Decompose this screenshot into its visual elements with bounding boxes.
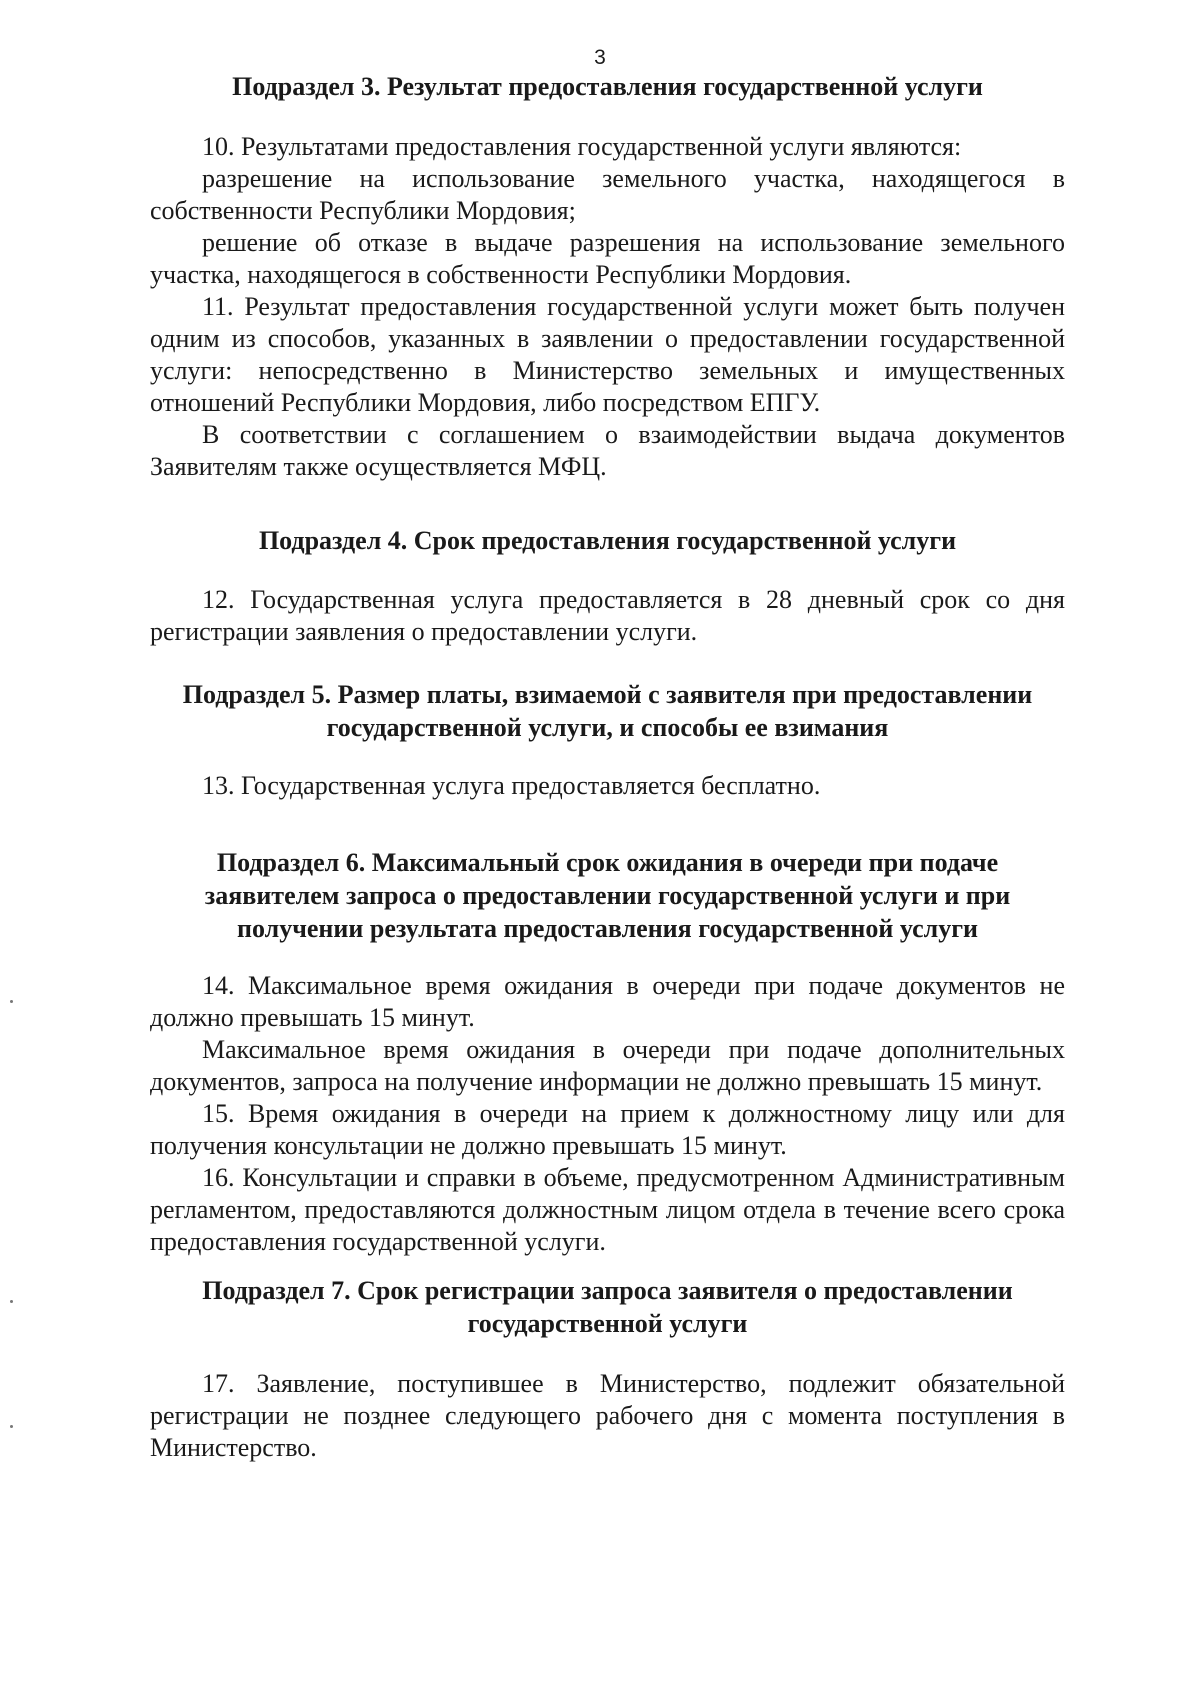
scan-speck [10,1000,13,1003]
paragraph-10-item-permit: разрешение на использование земельного участка, находящегося в собственности Республики Мордовия; [150,164,1065,225]
paragraph-10: 10. Результатами предоставления государственной услуги являются: [202,132,962,161]
section-7-heading: Подраздел 7. Срок регистрации запроса заявителя о предоставлении государственной услуги [202,1276,1013,1338]
scan-speck [10,1425,13,1428]
paragraph-13: 13. Государственная услуга предоставляется бесплатно. [202,771,821,800]
paragraph-14: 14. Максимальное время ожидания в очереди при подаче документов не должно превышать 15 минут. [150,971,1065,1032]
section-6-heading: Подраздел 6. Максимальный срок ожидания в очереди при подаче заявителем запроса о предоставлении государственной услуги и при получении результата предоставления государственной услуги [204,848,1011,943]
section-3-heading: Подраздел 3. Результат предоставления государственной услуги [232,72,983,101]
page-number: 3 [594,46,606,69]
paragraph-15: 15. Время ожидания в очереди на прием к должностному лицу или для получения консультации не должно превышать 15 минут. [150,1099,1065,1160]
paragraph-11-mfc: В соответствии с соглашением о взаимодействии выдача документов Заявителям также осуществляется МФЦ. [150,420,1065,481]
paragraph-10-item-refusal: решение об отказе в выдаче разрешения на использование земельного участка, находящегося в собственности Республики Мордовия. [150,228,1065,289]
scan-speck [10,1300,13,1303]
paragraph-17: 17. Заявление, поступившее в Министерство, подлежит обязательной регистрации не позднее следующего рабочего дня с момента поступления в Министерство. [150,1369,1065,1462]
section-5-heading: Подраздел 5. Размер платы, взимаемой с заявителя при предоставлении государственной услуги, и способы ее взимания [182,680,1033,742]
paragraph-16: 16. Консультации и справки в объеме, предусмотренном Административным регламентом, предоставляются должностным лицом отдела в течение всего срока предоставления государственной услуги. [150,1163,1065,1256]
section-4-heading: Подраздел 4. Срок предоставления государственной услуги [258,526,957,555]
paragraph-11: 11. Результат предоставления государственной услуги может быть получен одним из способов, указанных в заявлении о предоставлении государственной услуги: непосредственно в Министерство земельных и имущественных отношений Республики Мордовия, либо посредством ЕПГУ. [150,292,1065,417]
paragraph-14-additional: Максимальное время ожидания в очереди при подаче дополнительных документов, запроса на получение информации не должно превышать 15 минут. [150,1035,1065,1096]
paragraph-12: 12. Государственная услуга предоставляется в 28 дневный срок со дня регистрации заявления о предоставлении услуги. [150,585,1065,646]
